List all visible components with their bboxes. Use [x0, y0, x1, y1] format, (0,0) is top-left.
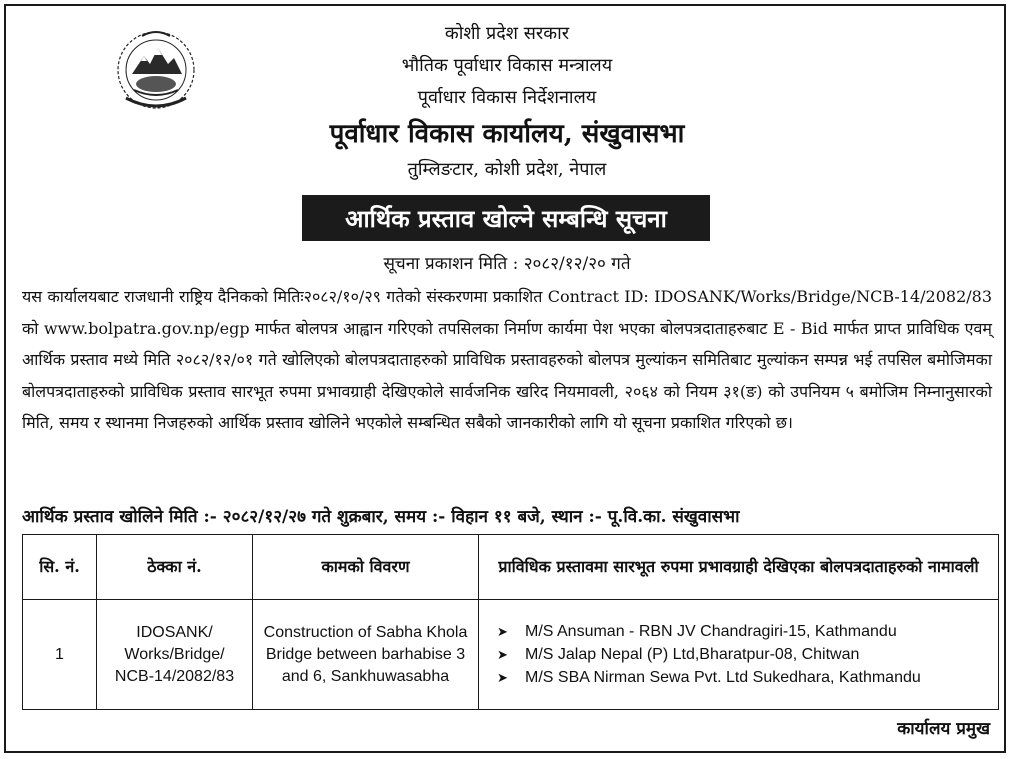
government-name: कोशी प्रदेश सरकार [444, 23, 570, 44]
list-item [497, 620, 992, 643]
cell-bidders [479, 600, 999, 710]
ministry-name: भौतिक पूर्वाधार विकास मन्त्रालय [401, 55, 613, 76]
cell-sn: 1 [23, 600, 97, 710]
bidder-list [485, 620, 992, 689]
header-work-description: कामको विवरण [253, 535, 479, 600]
office-address: तुम्लिङटार, कोशी प्रदेश, नेपाल [407, 159, 607, 180]
bidder-name: M/S Jalap Nepal (P) Ltd,Bharatpur-08, Chitwan [525, 646, 860, 663]
arrowhead-bullet-icon: ➤ [497, 670, 508, 685]
arrowhead-bullet-icon: ➤ [497, 624, 508, 639]
notice-title-banner [302, 195, 710, 241]
bidder-name: M/S Ansuman - RBN JV Chandragiri-15, Kathmandu [525, 623, 897, 640]
arrowhead-bullet-icon: ➤ [497, 647, 508, 662]
directorate-name: पूर्वाधार विकास निर्देशनालय [417, 87, 597, 108]
list-item [497, 643, 992, 666]
bidder-name: M/S SBA Nirman Sewa Pvt. Ltd Sukedhara, Kathmandu [525, 669, 921, 686]
office-chief-signature: कार्यालय प्रमुख [897, 719, 990, 739]
notice-title: आर्थिक प्रस्ताव खोल्ने सम्बन्धि सूचना [345, 203, 667, 233]
cell-work-description: Construction of Sabha Khola Bridge between barhabise 3 and 6, Sankhuwasabha [253, 600, 479, 710]
financial-proposal-opening-info: आर्थिक प्रस्ताव खोलिने मिति :- २०८२/१२/२७ गते शुक्रबार, समय :- विहान ११ बजे, स्थान :- पू.वि.का. संखुवासभा [22, 507, 740, 527]
table-row [23, 600, 999, 710]
header-responsive-bidders: प्राविधिक प्रस्तावमा सारभूत रुपमा प्रभावग्राही देखिएका बोलपत्रदाताहरुको नामावली [479, 535, 999, 600]
publish-date: सूचना प्रकाशन मिति : २०८२/१२/२० गते [383, 254, 631, 274]
office-name: पूर्वाधार विकास कार्यालय, संखुवासभा [329, 119, 685, 149]
header-contract-no: ठेक्का नं. [97, 535, 253, 600]
notice-body: यस कार्यालयबाट राजधानी राष्ट्रिय दैनिकको मितिः२०८२/१०/२९ गतेको संस्करणमा प्रकाशित Contract ID: IDOSANK/Works/Bridge/NCB-14/2082/83 को www.bolpatra.gov.np/egp मार्फत बोलपत्र आह्वान गरिएको तपसिलका निर्माण कार्यमा पेश भएका बोलपत्रदाताहरुबाट E - Bid मार्फत प्राप्त प्राविधिक एवम् आर्थिक प्रस्ताव मध्ये मिति २०८२/१२/०१ गते खोलिएको बोलपत्रदाताहरुको प्राविधिक प्रस्तावहरुको बोलपत्र मुल्यांकन समितिबाट मुल्यांकन सम्पन्न भई तपसिल बमोजिमका बोलपत्रदाताहरुको प्राविधिक प्रस्ताव सारभूत रुपमा प्रभावग्राही देखिएकोले सार्वजनिक खरिद नियमावली, २०६४ को नियम ३१(ङ) को उपनियम ५ बमोजिम निम्नानुसारको मिति, समय र स्थानमा निजहरुको आर्थिक प्रस्ताव खोलिने भएकोले सम्बन्धित सबैको जानकारीको लागि यो सूचना प्रकाशित गरिएको छ। [22, 287, 992, 432]
table-header-row [23, 535, 999, 600]
bidders-table [22, 534, 999, 710]
list-item [497, 666, 992, 689]
header-sn: सि. नं. [23, 535, 97, 600]
cell-contract-no: IDOSANK/ Works/Bridge/ NCB-14/2082/83 [97, 600, 253, 710]
